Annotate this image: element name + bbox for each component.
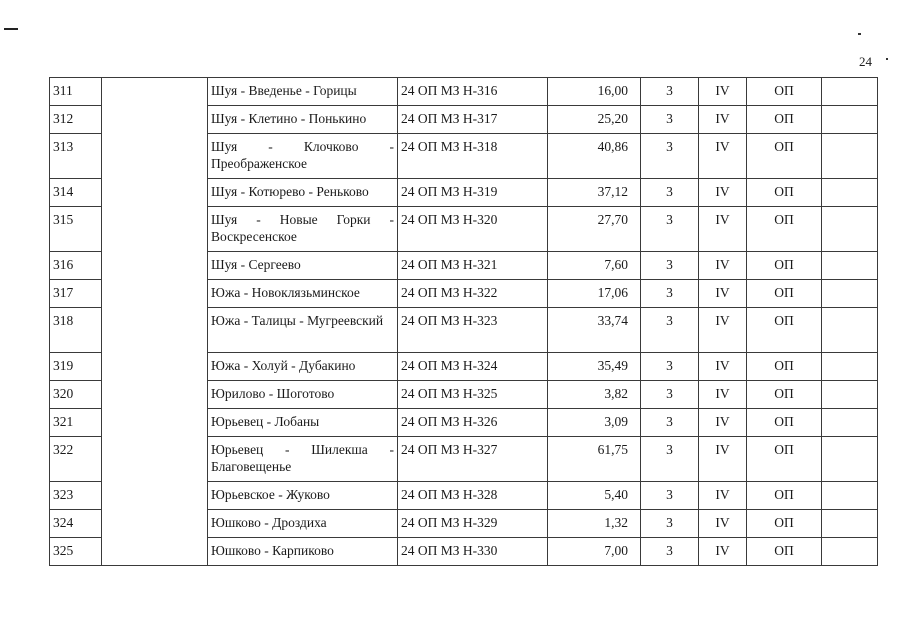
road-length: 37,12 (548, 179, 641, 207)
road-category: IV (699, 381, 747, 409)
road-name: Шуя - Новые Горки - Воскресенское (208, 207, 398, 252)
road-name: Юшково - Дроздиха (208, 510, 398, 538)
row-number: 314 (50, 179, 102, 207)
road-category: IV (699, 106, 747, 134)
road-length: 3,82 (548, 381, 641, 409)
road-significance: ОП (747, 106, 822, 134)
scan-mark (4, 28, 18, 30)
empty-cell (822, 437, 878, 482)
road-significance: ОП (747, 134, 822, 179)
road-length: 7,60 (548, 252, 641, 280)
road-value: 3 (641, 106, 699, 134)
row-number: 319 (50, 353, 102, 381)
empty-cell (822, 134, 878, 179)
road-name: Юрьевец - Лобаны (208, 409, 398, 437)
road-category: IV (699, 207, 747, 252)
row-number: 323 (50, 482, 102, 510)
road-value: 3 (641, 134, 699, 179)
road-id: 24 ОП МЗ Н-320 (398, 207, 548, 252)
road-id: 24 ОП МЗ Н-324 (398, 353, 548, 381)
road-id: 24 ОП МЗ Н-326 (398, 409, 548, 437)
road-id: 24 ОП МЗ Н-329 (398, 510, 548, 538)
road-id: 24 ОП МЗ Н-325 (398, 381, 548, 409)
road-significance: ОП (747, 179, 822, 207)
road-value: 3 (641, 308, 699, 353)
road-name: Юрьевское - Жуково (208, 482, 398, 510)
road-length: 3,09 (548, 409, 641, 437)
road-category: IV (699, 437, 747, 482)
road-length: 40,86 (548, 134, 641, 179)
empty-cell (822, 381, 878, 409)
row-number: 322 (50, 437, 102, 482)
row-number: 320 (50, 381, 102, 409)
road-category: IV (699, 538, 747, 566)
empty-cell (822, 207, 878, 252)
road-category: IV (699, 134, 747, 179)
road-id: 24 ОП МЗ Н-327 (398, 437, 548, 482)
road-value: 3 (641, 538, 699, 566)
row-number: 311 (50, 78, 102, 106)
empty-cell (822, 353, 878, 381)
road-category: IV (699, 353, 747, 381)
road-significance: ОП (747, 482, 822, 510)
road-length: 27,70 (548, 207, 641, 252)
road-name: Шуя - Клетино - Понькино (208, 106, 398, 134)
road-length: 16,00 (548, 78, 641, 106)
empty-cell (822, 510, 878, 538)
road-category: IV (699, 78, 747, 106)
road-length: 1,32 (548, 510, 641, 538)
road-id: 24 ОП МЗ Н-321 (398, 252, 548, 280)
road-category: IV (699, 409, 747, 437)
road-value: 3 (641, 437, 699, 482)
road-significance: ОП (747, 353, 822, 381)
road-category: IV (699, 482, 747, 510)
road-value: 3 (641, 482, 699, 510)
road-value: 3 (641, 78, 699, 106)
empty-cell (822, 409, 878, 437)
road-category: IV (699, 510, 747, 538)
row-number: 312 (50, 106, 102, 134)
road-name: Юрилово - Шоготово (208, 381, 398, 409)
road-significance: ОП (747, 437, 822, 482)
road-length: 35,49 (548, 353, 641, 381)
road-name: Южа - Талицы - Мугреевский (208, 308, 398, 353)
road-length: 25,20 (548, 106, 641, 134)
road-length: 17,06 (548, 280, 641, 308)
road-length: 61,75 (548, 437, 641, 482)
road-significance: ОП (747, 207, 822, 252)
empty-cell (822, 78, 878, 106)
row-number: 325 (50, 538, 102, 566)
row-number: 321 (50, 409, 102, 437)
road-value: 3 (641, 381, 699, 409)
road-name: Южа - Новоклязьминское (208, 280, 398, 308)
road-value: 3 (641, 280, 699, 308)
road-id: 24 ОП МЗ Н-319 (398, 179, 548, 207)
road-value: 3 (641, 179, 699, 207)
road-id: 24 ОП МЗ Н-323 (398, 308, 548, 353)
road-id: 24 ОП МЗ Н-317 (398, 106, 548, 134)
empty-cell (822, 538, 878, 566)
road-category: IV (699, 308, 747, 353)
road-name: Шуя - Клочково - Преображенское (208, 134, 398, 179)
road-length: 33,74 (548, 308, 641, 353)
road-significance: ОП (747, 308, 822, 353)
road-id: 24 ОП МЗ Н-328 (398, 482, 548, 510)
road-significance: ОП (747, 280, 822, 308)
road-name: Шуя - Котюрево - Реньково (208, 179, 398, 207)
road-id: 24 ОП МЗ Н-322 (398, 280, 548, 308)
road-category: IV (699, 280, 747, 308)
road-length: 5,40 (548, 482, 641, 510)
road-name: Южа - Холуй - Дубакино (208, 353, 398, 381)
district-cell (102, 78, 208, 566)
road-id: 24 ОП МЗ Н-316 (398, 78, 548, 106)
empty-cell (822, 106, 878, 134)
scan-mark (858, 33, 861, 35)
road-id: 24 ОП МЗ Н-318 (398, 134, 548, 179)
road-significance: ОП (747, 538, 822, 566)
row-number: 317 (50, 280, 102, 308)
road-value: 3 (641, 252, 699, 280)
road-name: Юшково - Карпиково (208, 538, 398, 566)
table-row (50, 78, 878, 106)
road-length: 7,00 (548, 538, 641, 566)
road-value: 3 (641, 353, 699, 381)
road-category: IV (699, 179, 747, 207)
scan-mark (886, 58, 888, 60)
row-number: 313 (50, 134, 102, 179)
road-name: Юрьевец - Шилекша - Благовещенье (208, 437, 398, 482)
road-significance: ОП (747, 381, 822, 409)
row-number: 316 (50, 252, 102, 280)
road-significance: ОП (747, 78, 822, 106)
road-significance: ОП (747, 252, 822, 280)
empty-cell (822, 482, 878, 510)
row-number: 324 (50, 510, 102, 538)
road-significance: ОП (747, 510, 822, 538)
road-register-table (49, 77, 878, 566)
row-number: 318 (50, 308, 102, 353)
road-value: 3 (641, 510, 699, 538)
road-value: 3 (641, 409, 699, 437)
road-name: Шуя - Введенье - Горицы (208, 78, 398, 106)
empty-cell (822, 308, 878, 353)
page-number: 24 (859, 54, 872, 69)
empty-cell (822, 179, 878, 207)
empty-cell (822, 280, 878, 308)
road-id: 24 ОП МЗ Н-330 (398, 538, 548, 566)
road-category: IV (699, 252, 747, 280)
road-significance: ОП (747, 409, 822, 437)
road-name: Шуя - Сергеево (208, 252, 398, 280)
empty-cell (822, 252, 878, 280)
row-number: 315 (50, 207, 102, 252)
road-value: 3 (641, 207, 699, 252)
